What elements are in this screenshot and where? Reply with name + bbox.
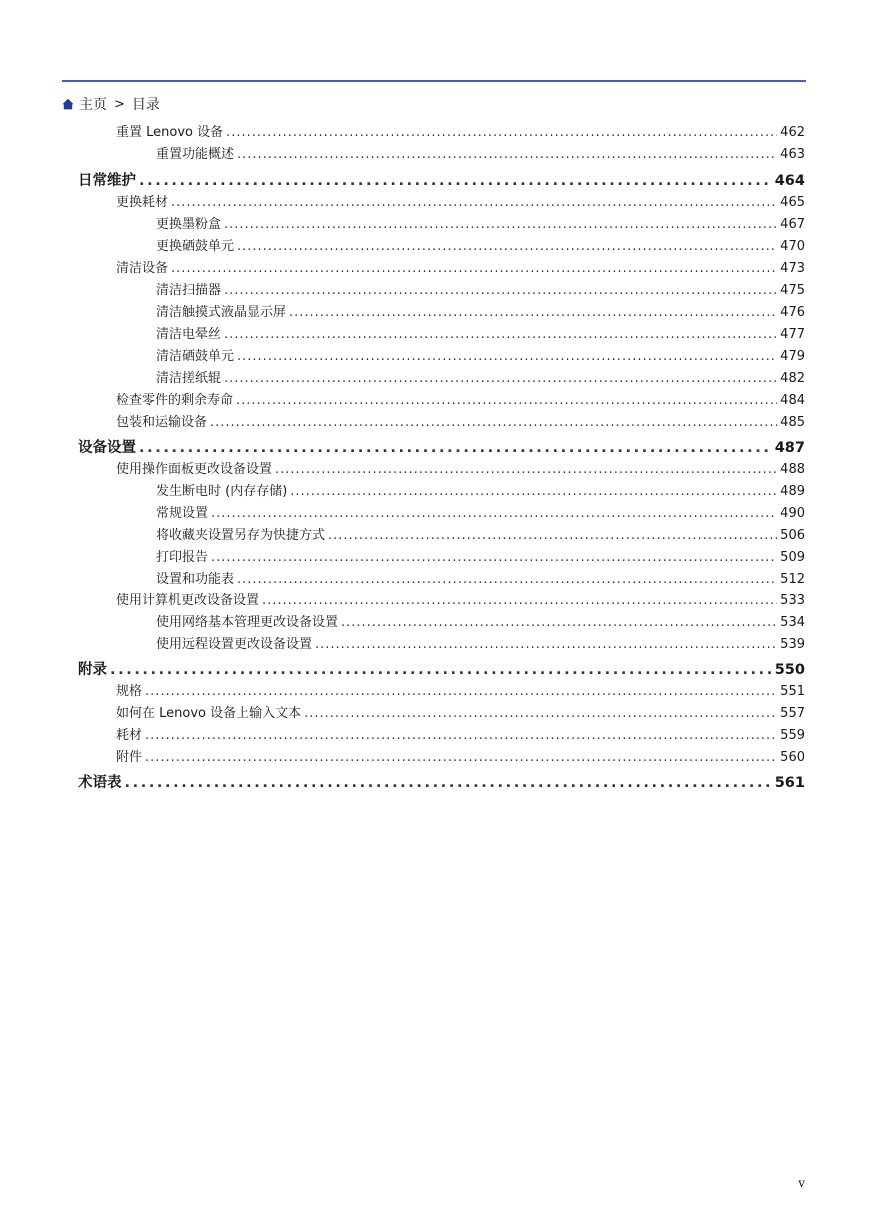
- toc-entry[interactable]: [156, 633, 805, 655]
- page-number: v: [798, 1176, 805, 1190]
- toc-entry[interactable]: [116, 389, 805, 411]
- toc-entry-title: 将收藏夹设置另存为快捷方式: [156, 528, 326, 543]
- toc-entry[interactable]: [156, 480, 805, 502]
- toc-leader-dots: [211, 550, 777, 565]
- toc-leader-dots: [145, 684, 777, 699]
- toc-leader-dots: [110, 662, 772, 678]
- toc-entry-page: 475: [780, 283, 805, 298]
- toc-entry-title: 更换硒鼓单元: [156, 239, 235, 254]
- toc-entry-title: 清洁扫描器: [156, 283, 222, 298]
- toc-entry-title: 包装和运输设备: [116, 415, 208, 430]
- toc-entry[interactable]: [116, 724, 805, 746]
- toc-leader-dots: [211, 506, 777, 521]
- toc-leader-dots: [224, 371, 777, 386]
- toc-entry-title: 使用操作面板更改设备设置: [116, 462, 273, 477]
- toc-entry-page: 509: [780, 550, 805, 565]
- toc-entry-title: 更换墨粉盒: [156, 217, 222, 232]
- toc-entry[interactable]: [78, 436, 805, 458]
- toc-leader-dots: [237, 239, 777, 254]
- toc-entry[interactable]: [156, 213, 805, 235]
- toc-entry-page: 487: [774, 440, 805, 456]
- toc-leader-dots: [236, 393, 777, 408]
- toc-entry[interactable]: [156, 143, 805, 165]
- toc-entry[interactable]: [78, 771, 805, 793]
- toc-leader-dots: [125, 775, 772, 791]
- toc-entry[interactable]: [116, 702, 805, 724]
- toc-entry-title: 清洁设备: [116, 261, 169, 276]
- toc-entry[interactable]: [156, 345, 805, 367]
- toc-entry[interactable]: [156, 367, 805, 389]
- toc-entry-page: 560: [780, 750, 805, 765]
- toc-entry-title: 如何在 Lenovo 设备上输入文本: [116, 706, 302, 721]
- toc-entry-page: 561: [774, 775, 805, 791]
- toc-leader-dots: [224, 327, 777, 342]
- toc-entry[interactable]: [78, 169, 805, 191]
- toc-entry-page: 477: [780, 327, 805, 342]
- toc-leader-dots: [304, 706, 777, 721]
- toc-entry-title: 重置 Lenovo 设备: [116, 125, 224, 140]
- breadcrumb-separator: >: [114, 96, 125, 112]
- toc-leader-dots: [171, 261, 777, 276]
- toc-entry-page: 490: [780, 506, 805, 521]
- toc-entry[interactable]: [156, 323, 805, 345]
- toc-entry[interactable]: [116, 458, 805, 480]
- toc-leader-dots: [237, 147, 777, 162]
- toc-entry-page: 476: [780, 305, 805, 320]
- toc-entry-title: 发生断电时 (内存存储): [156, 484, 288, 499]
- toc-entry-page: 485: [780, 415, 805, 430]
- toc-leader-dots: [328, 528, 777, 543]
- toc-entry-page: 473: [780, 261, 805, 276]
- toc-entry-page: 467: [780, 217, 805, 232]
- toc-leader-dots: [226, 125, 777, 140]
- toc-leader-dots: [315, 637, 777, 652]
- toc-entry-title: 日常维护: [78, 173, 136, 189]
- toc-entry[interactable]: [116, 257, 805, 279]
- toc-entry-title: 更换耗材: [116, 195, 169, 210]
- toc-leader-dots: [290, 484, 777, 499]
- toc-leader-dots: [145, 750, 777, 765]
- toc-entry-page: 539: [780, 637, 805, 652]
- toc-leader-dots: [341, 615, 777, 630]
- toc-entry-page: 559: [780, 728, 805, 743]
- toc-entry-page: 470: [780, 239, 805, 254]
- toc-entry[interactable]: [156, 502, 805, 524]
- toc-entry-title: 设备设置: [78, 440, 136, 456]
- toc-entry-title: 常规设置: [156, 506, 209, 521]
- toc-entry-title: 附录: [78, 662, 107, 678]
- toc-entry-title: 打印报告: [156, 550, 209, 565]
- toc-leader-dots: [224, 283, 777, 298]
- toc-entry-title: 重置功能概述: [156, 147, 235, 162]
- toc-leader-dots: [139, 173, 772, 189]
- toc-entry-page: 462: [780, 125, 805, 140]
- toc-entry[interactable]: [156, 524, 805, 546]
- toc-entry[interactable]: [116, 746, 805, 768]
- toc-entry[interactable]: [116, 191, 805, 213]
- toc-entry-title: 检查零件的剩余寿命: [116, 393, 234, 408]
- toc-entry-title: 清洁硒鼓单元: [156, 349, 235, 364]
- toc-entry-page: 557: [780, 706, 805, 721]
- toc-entry-title: 规格: [116, 684, 143, 699]
- breadcrumb-home-link[interactable]: 主页: [79, 97, 107, 113]
- toc-entry-page: 463: [780, 147, 805, 162]
- toc-entry[interactable]: [156, 568, 805, 590]
- toc-entry-title: 清洁搓纸辊: [156, 371, 222, 386]
- toc-entry-page: 484: [780, 393, 805, 408]
- toc-entry-title: 设置和功能表: [156, 572, 235, 587]
- toc-leader-dots: [237, 349, 777, 364]
- toc-leader-dots: [210, 415, 777, 430]
- toc-entry-page: 534: [780, 615, 805, 630]
- toc-entry-page: 533: [780, 593, 805, 608]
- toc-entry-page: 489: [780, 484, 805, 499]
- toc-entry-title: 使用远程设置更改设备设置: [156, 637, 313, 652]
- toc-entry[interactable]: [116, 121, 805, 143]
- toc-entry-title: 清洁电晕丝: [156, 327, 222, 342]
- toc-entry[interactable]: [116, 680, 805, 702]
- toc-entry[interactable]: [156, 301, 805, 323]
- toc-entry-page: 464: [774, 173, 805, 189]
- toc-entry-page: 506: [780, 528, 805, 543]
- toc-leader-dots: [275, 462, 777, 477]
- toc-entry[interactable]: [156, 611, 805, 633]
- toc-leader-dots: [224, 217, 777, 232]
- toc-entry-title: 术语表: [78, 775, 122, 791]
- toc-entry[interactable]: [116, 411, 805, 433]
- toc-entry-title: 使用计算机更改设备设置: [116, 593, 260, 608]
- toc-leader-dots: [237, 572, 777, 587]
- toc-entry-page: 465: [780, 195, 805, 210]
- toc-leader-dots: [171, 195, 777, 210]
- toc-entry-title: 附件: [116, 750, 143, 765]
- toc-entry-title: 耗材: [116, 728, 143, 743]
- toc-entry-page: 488: [780, 462, 805, 477]
- toc-entry-page: 482: [780, 371, 805, 386]
- toc-entry-title: 使用网络基本管理更改设备设置: [156, 615, 339, 630]
- breadcrumb-current: 目录: [131, 97, 160, 113]
- toc-entry[interactable]: [78, 658, 805, 680]
- toc-entry-page: 512: [780, 572, 805, 587]
- toc-entry[interactable]: [156, 546, 805, 568]
- toc-leader-dots: [262, 593, 777, 608]
- toc-entry[interactable]: [116, 589, 805, 611]
- toc-entry-page: 550: [774, 662, 805, 678]
- toc-entry-title: 清洁触摸式液晶显示屏: [156, 305, 287, 320]
- toc-leader-dots: [145, 728, 777, 743]
- toc-entry[interactable]: [156, 235, 805, 257]
- toc-leader-dots: [289, 305, 777, 320]
- toc-leader-dots: [139, 440, 772, 456]
- toc-entry[interactable]: [156, 279, 805, 301]
- toc-entry-page: 551: [780, 684, 805, 699]
- toc-entry-page: 479: [780, 349, 805, 364]
